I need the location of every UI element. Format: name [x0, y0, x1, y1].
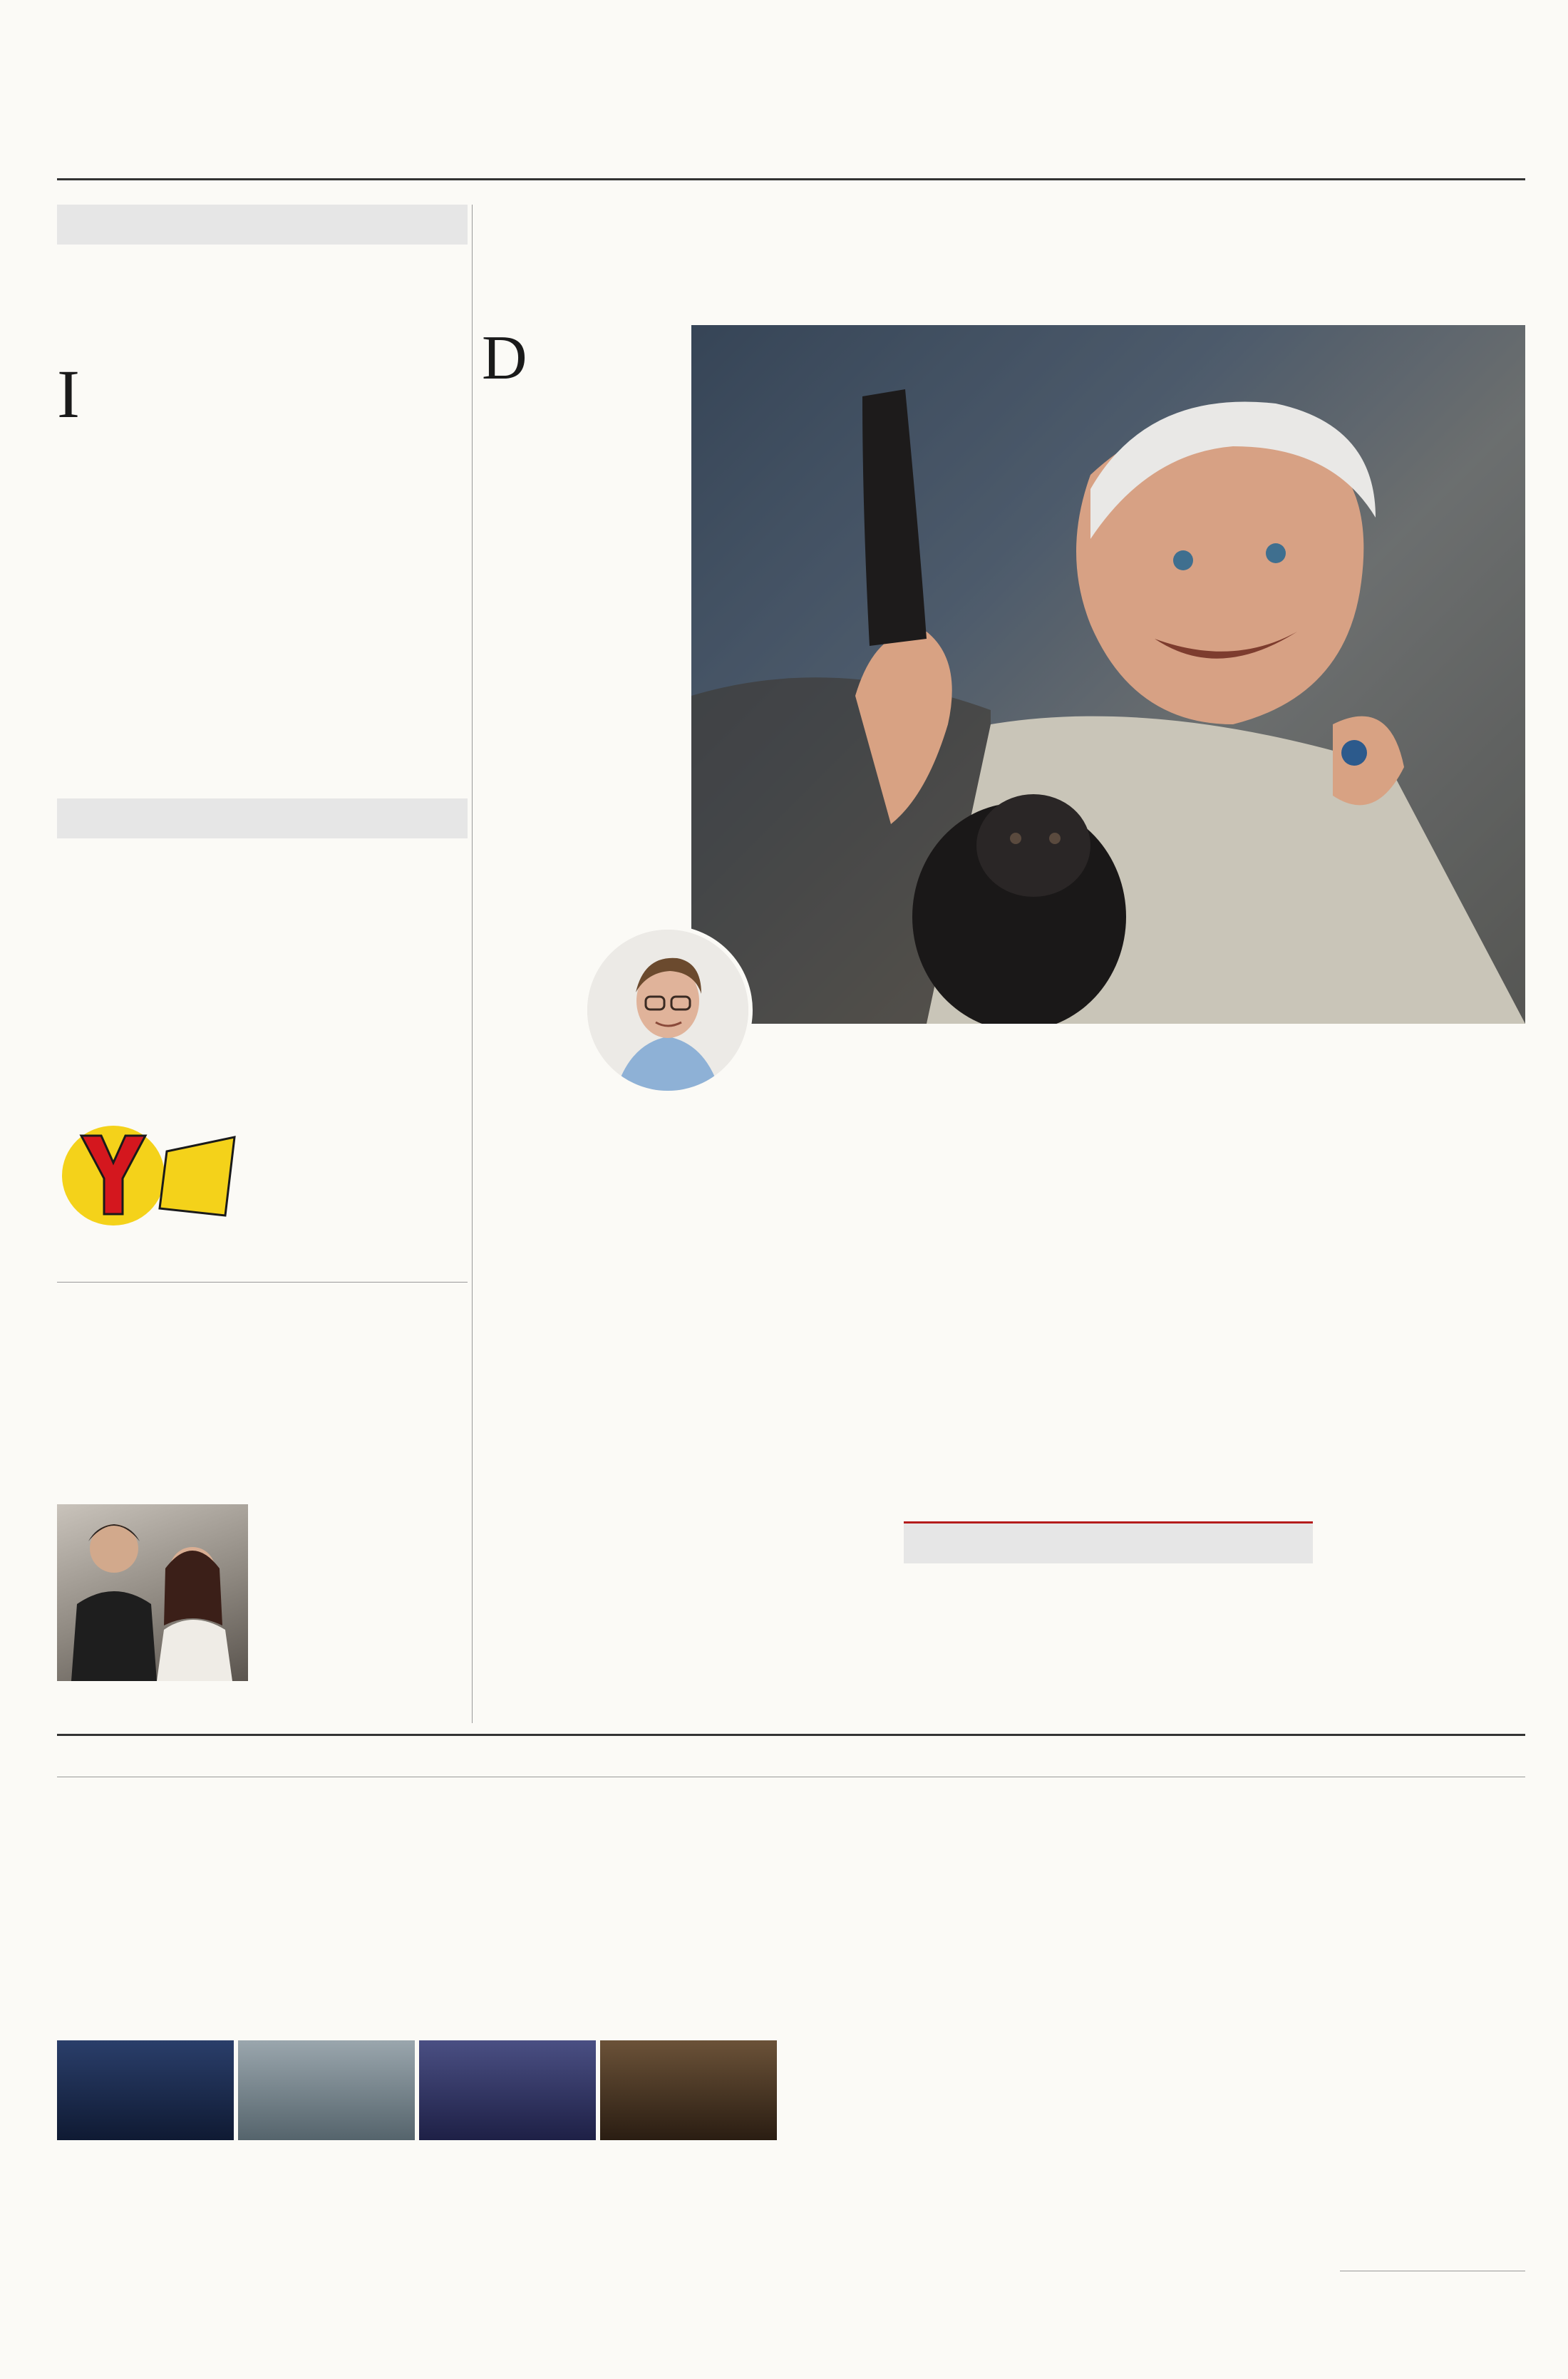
masthead-rule — [57, 178, 1525, 180]
tv-rule — [57, 1734, 1525, 1736]
info-box — [904, 1521, 1313, 1730]
namen-label — [57, 798, 468, 838]
tv-footer — [1340, 2271, 1525, 2276]
main-dropcap: D — [482, 324, 527, 393]
info-box-title — [904, 1524, 1313, 1563]
tv-grid-top — [57, 1782, 1525, 2039]
main-intro — [482, 324, 688, 393]
tv-photo-sat1 — [600, 2040, 777, 2140]
column-divider — [472, 205, 473, 1723]
yps-logo — [60, 1123, 247, 1228]
gesehen-label — [57, 205, 468, 245]
main-col1b — [482, 1126, 679, 1218]
tv-photo-rtl — [419, 2040, 596, 2140]
namen-divider — [57, 1282, 468, 1283]
namen-box — [57, 798, 468, 838]
tv-photo-zdf — [238, 2040, 415, 2140]
dropcap: I — [57, 356, 80, 432]
gesehen-text-col1 — [57, 356, 248, 432]
gesehen-box — [57, 205, 468, 245]
tv-photo-ard — [57, 2040, 234, 2140]
abor-tynna-photo — [57, 1504, 248, 1681]
roever-portrait — [583, 925, 753, 1095]
tv-photos — [57, 2040, 777, 2140]
sielmann-photo — [691, 325, 1525, 1024]
